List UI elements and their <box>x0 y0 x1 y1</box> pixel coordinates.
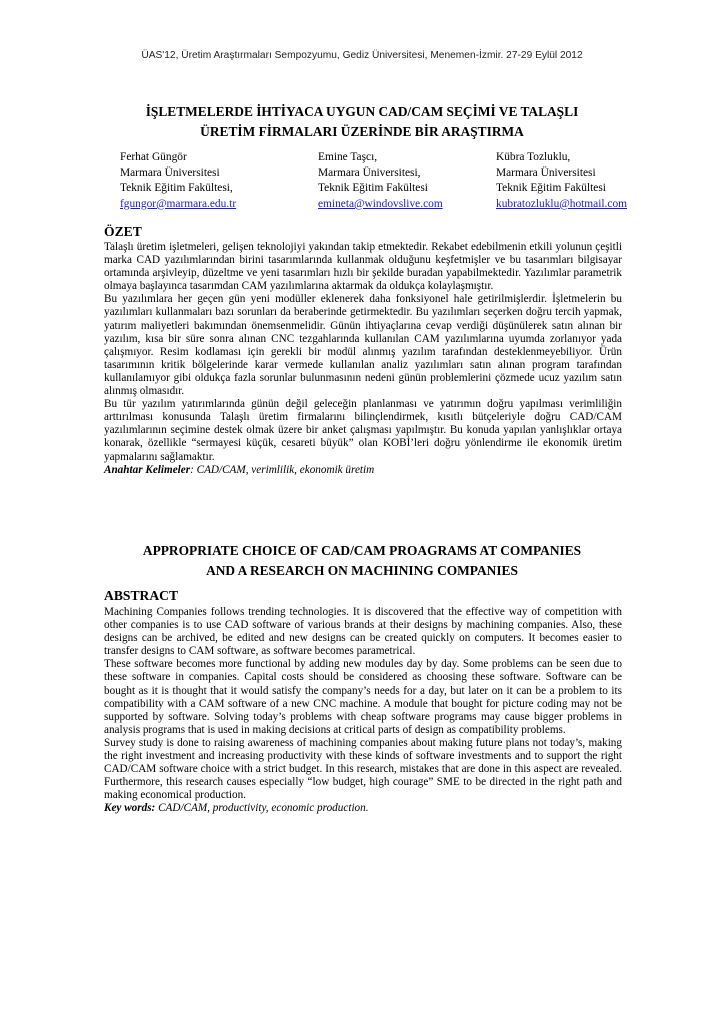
keywords-text: : CAD/CAM, verimlilik, ekonomik üretim <box>190 463 375 476</box>
ozet-paragraph: Bu yazılımlara her geçen gün yeni modüller eklenerek daha fonksiyonel hale getirilmişlerdir. İşletmelerin bu yazılımları kullanmaları bazı sorunları da beraberinde getirmektedir. Bu yazılımları seçerken doğru tercih yapmak, yatırım maliyetleri bakımından önemsenmelidir. Günün ihtiyaçlarına cevap verdiği düşünülerek satın alınan bir yazılım, kısa bir süre sonra alınan CNC tezgahlarında kullanılan CAM yazılımlarına uyumda zorlanıyor yada çalışmıyor. Resim kodlaması için gerekli bir modül alınmış yazılım tarafından desteklenmeyebiliyor. Ürün tasarımının kritik bölgelerinde karar vermede kullanılan analiz yazılımları satın alınan program tarafından kullanılamıyor gibi oldukça fazla sorunlar bulunmasının nedeni günün problemlerini çözmede ucuz yazılım satın alınmış olmasıdır. <box>104 293 622 398</box>
title-line: APPROPRIATE CHOICE OF CAD/CAM PROAGRAMS AT COMPANIES <box>142 543 582 558</box>
ozet-heading: ÖZET <box>104 224 142 239</box>
keywords-text: CAD/CAM, productivity, economic production. <box>155 802 369 815</box>
abstract-body <box>104 606 622 816</box>
author-university: Marmara Üniversitesi, <box>318 166 421 179</box>
author-1 <box>120 150 236 212</box>
title-line: ÜRETİM FİRMALARI ÜZERİNDE BİR ARAŞTIRMA <box>200 124 524 139</box>
abstract-paragraph: Machining Companies follows trending technologies. It is discovered that the effective way of competition with other companies is to use CAD software of various brands at their designs by machining companies. Also, these designs can be archived, be edited and new designs can be created quickly on computers. It becomes easier to transfer designs to CAM software, as software becomes parametrical. <box>104 606 622 658</box>
ozet-keywords <box>104 464 622 477</box>
abstract-paragraph: Survey study is done to raising awareness of machining companies about making future plans not today’s, making the right investment and increasing productivity with these kinds of software investments and to support the right CAD/CAM software choice with a strict budget. In this research, mistakes that are done in this aspect are revealed. Furthermore, this research causes especially “low budget, high courage” SME to be directed in the right path and making economical production. <box>104 736 622 802</box>
author-university: Marmara Üniversitesi <box>496 166 596 179</box>
author-university: Marmara Üniversitesi <box>120 166 220 179</box>
author-email-link[interactable]: kubratozluklu@hotmail.com <box>496 197 628 210</box>
title-line: İŞLETMELERDE İHTİYACA UYGUN CAD/CAM SEÇİMİ VE TALAŞLI <box>145 104 579 119</box>
author-faculty: Teknik Eğitim Fakültesi <box>496 182 606 195</box>
keywords-label: Key words: <box>104 802 156 815</box>
author-email-link[interactable]: fgungor@marmara.edu.tr <box>120 197 237 210</box>
author-name: Ferhat Güngör <box>120 151 187 163</box>
abstract-heading: ABSTRACT <box>104 588 179 603</box>
author-name: Emine Taşcı, <box>318 151 378 163</box>
author-2 <box>318 150 443 212</box>
ozet-body <box>104 241 622 477</box>
abstract-keywords <box>104 802 622 815</box>
keywords-label: Anahtar Kelimeler <box>104 463 191 476</box>
author-email-link[interactable]: emineta@windovslive.com <box>318 197 443 210</box>
ozet-paragraph: Bu tür yazılım yatırımlarında günün değil geleceğin planlanması ve yatırımın doğru yapılması verimliliğin arttırılması konusunda Talaşlı üretim firmalarını bilinçlendirmek, kısıtlı bütçeleriyle doğru CAD/CAM yazılımlarının seçimine destek olmak üzere bir anket çalışması yapılmıştır. Bu konuda yapılan yanlışlıklar ortaya konarak, özellikle “sermayesi küçük, cesareti büyük” olan KOBİ’leri doğru yönlendirme ile ekonomik üretim yapmalarını sağlamaktır. <box>104 398 622 463</box>
running-header: ÜAS'12, Üretim Araştırmaları Sempozyumu, Gediz Üniversitesi, Menemen-İzmir. 27-29 Eylül 2012 <box>141 50 583 61</box>
author-3 <box>496 150 627 212</box>
author-name: Kübra Tozluklu, <box>496 151 571 163</box>
ozet-paragraph: Talaşlı üretim işletmeleri, gelişen teknolojiyi yakından takip etmektedir. Rekabet edebilmenin etkili yolunun çeşitli marka CAD yazılımlarından birini tasarımlarında kullanmak olduğunu keşfetmişler ve bu tasarımları bilgisayar ortamında arşivleyip, düzeltme ve yeni tasarımları hızlı bir şekilde buradan yapabilmektedir. Yazılımlar parametrik olmaya başlayınca tasarımdan CAM yazılımlarına aktarmak da oldukça kolaylaşmıştır. <box>104 241 622 293</box>
author-faculty: Teknik Eğitim Fakültesi, <box>120 182 233 195</box>
paper-title-english <box>90 541 634 581</box>
author-faculty: Teknik Eğitim Fakültesi <box>318 182 428 195</box>
title-line: AND A RESEARCH ON MACHINING COMPANIES <box>206 563 518 578</box>
paper-title-turkish <box>90 102 634 142</box>
abstract-paragraph: These software becomes more functional by adding new modules day by day. Some problems can be seen due to these software in companies. Capital costs should be considered as choosing these software. Software can be bought as it is thought that it would satisfy the company’s needs for a day, but later on it can be a problem to its compatibility with a CAM software of a new CNC machine. A module that bought for picture coding may not be supported by software. Solving today’s problems with cheap software programs may cause bigger problems in analysis programs that is used in making decisions at critical parts of design as compatibility problems. <box>104 658 622 736</box>
